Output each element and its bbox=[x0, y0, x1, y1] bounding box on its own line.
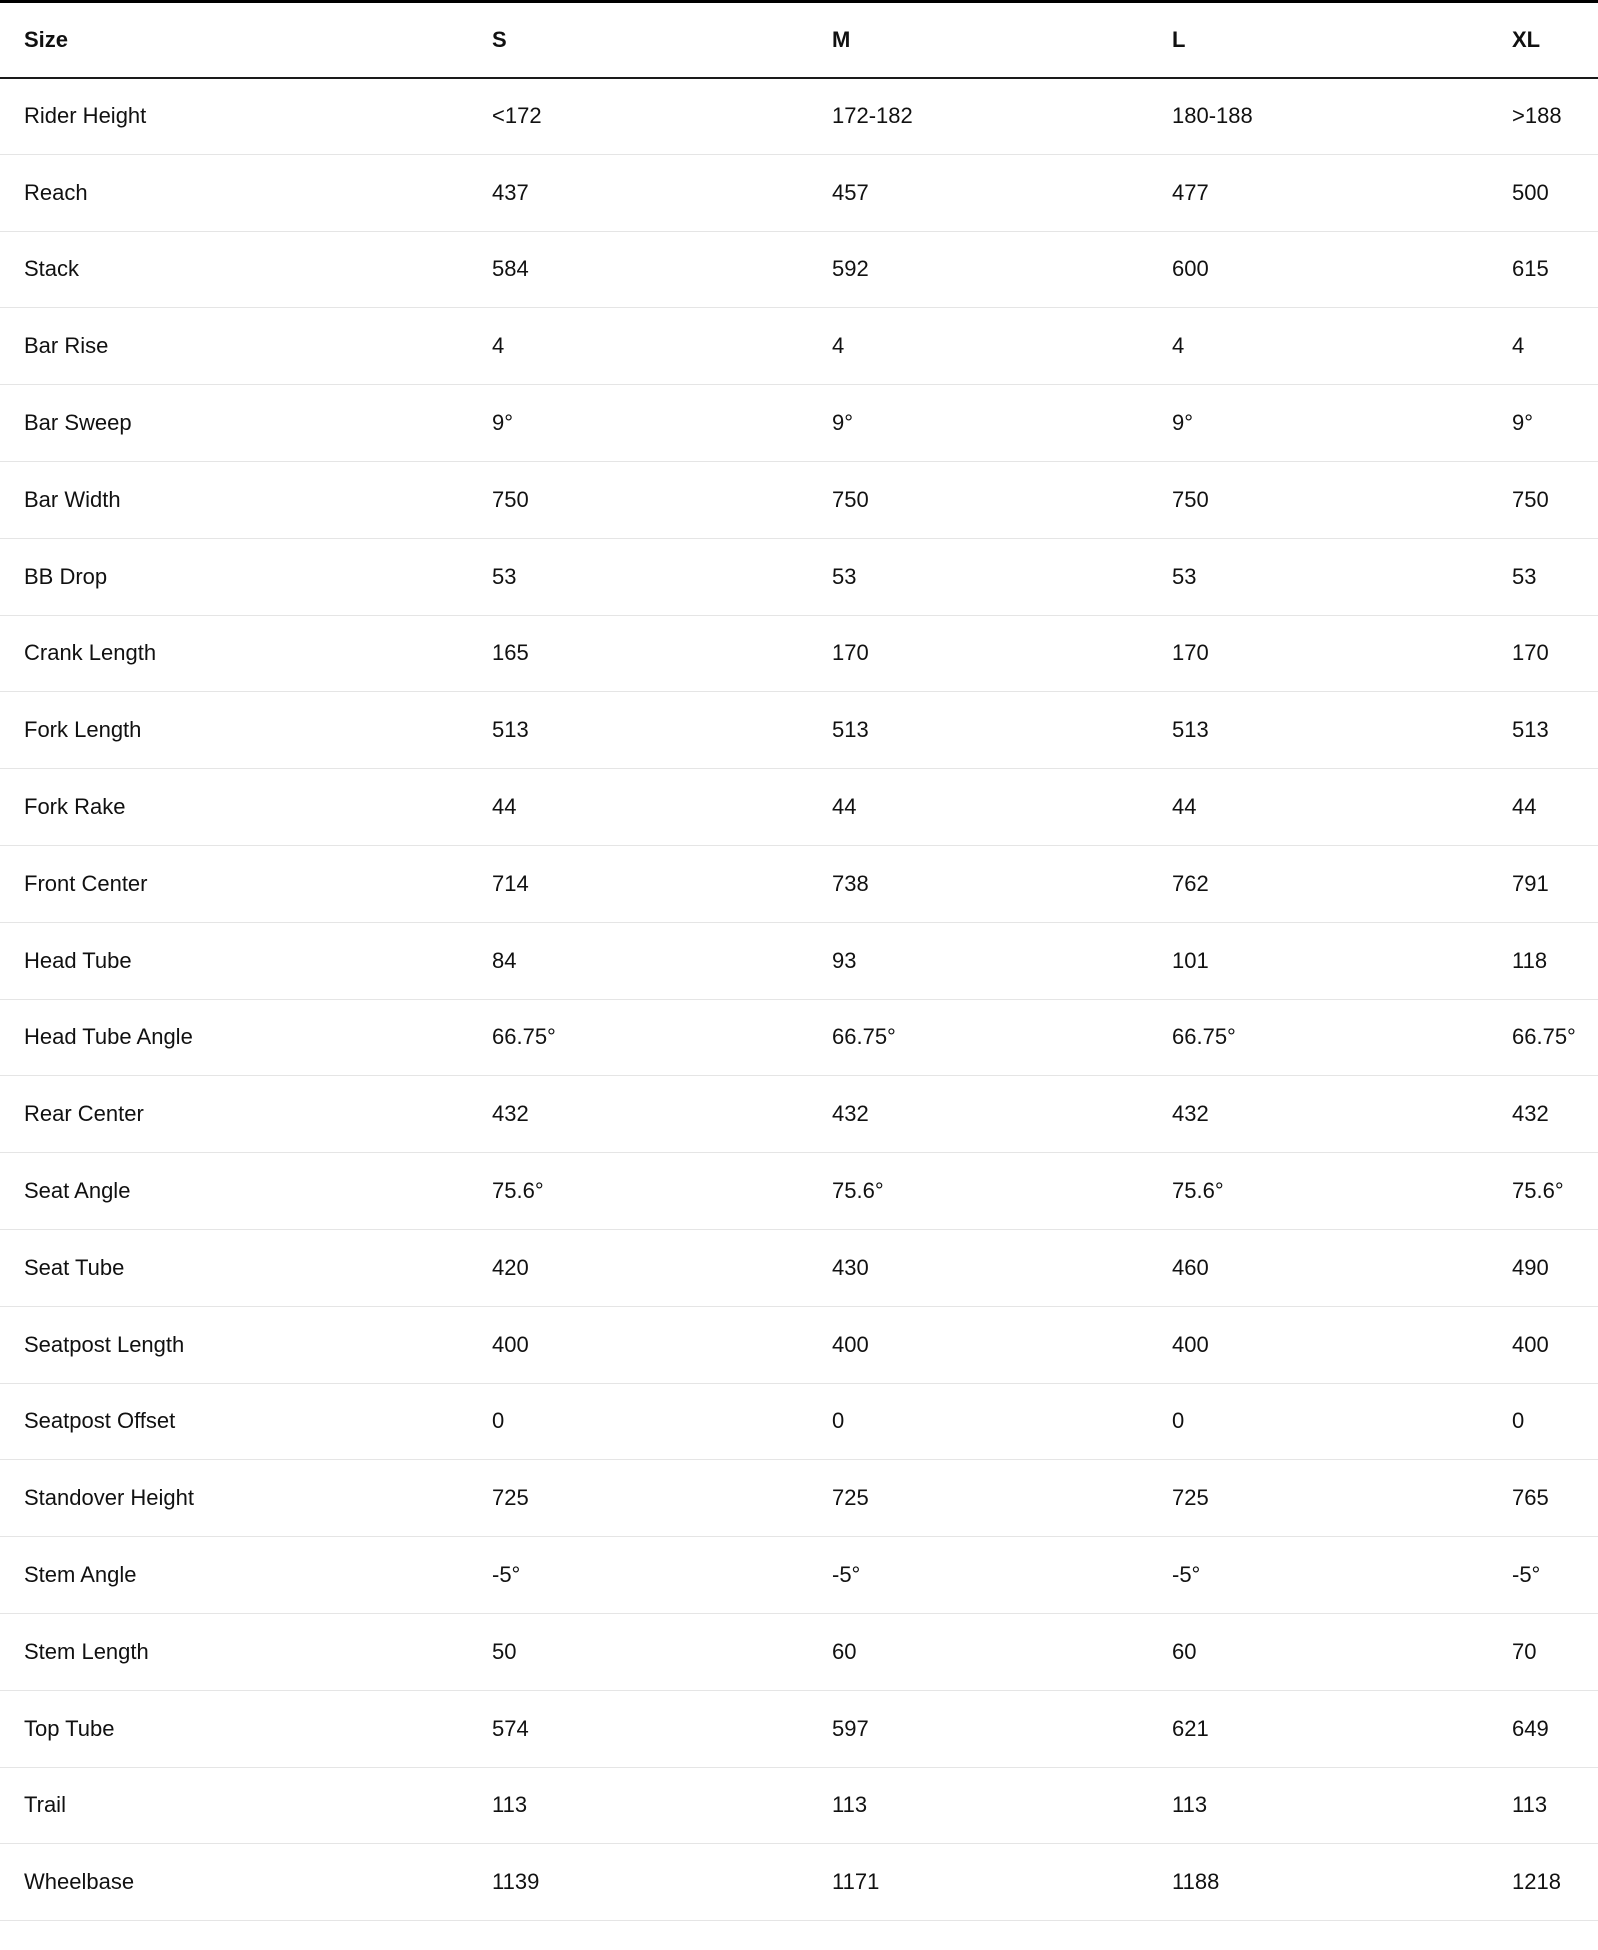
cell-m: 66.75° bbox=[808, 999, 1148, 1076]
cell-l: 762 bbox=[1148, 845, 1488, 922]
table-row-rear-center bbox=[0, 1076, 1598, 1153]
cell-xl: 0 bbox=[1488, 1383, 1598, 1460]
column-header-l: L bbox=[1148, 2, 1488, 78]
cell-s: 75.6° bbox=[468, 1153, 808, 1230]
cell-s: 50 bbox=[468, 1613, 808, 1690]
table-row-bar-rise bbox=[0, 308, 1598, 385]
table-row-crank-length bbox=[0, 615, 1598, 692]
row-label: Stack bbox=[0, 231, 468, 308]
cell-m: 432 bbox=[808, 1076, 1148, 1153]
row-label: Stem Angle bbox=[0, 1537, 468, 1614]
table-row-stem-length bbox=[0, 1613, 1598, 1690]
cell-xl: 490 bbox=[1488, 1229, 1598, 1306]
cell-l: 725 bbox=[1148, 1460, 1488, 1537]
cell-m: 9° bbox=[808, 385, 1148, 462]
table-row-wheelbase bbox=[0, 1844, 1598, 1921]
cell-s: <172 bbox=[468, 78, 808, 155]
cell-m: 400 bbox=[808, 1306, 1148, 1383]
row-label: Crank Length bbox=[0, 615, 468, 692]
row-label: BB Drop bbox=[0, 538, 468, 615]
table-row-bar-sweep bbox=[0, 385, 1598, 462]
column-header-s: S bbox=[468, 2, 808, 78]
cell-l: 180-188 bbox=[1148, 78, 1488, 155]
cell-s: 714 bbox=[468, 845, 808, 922]
cell-l: 621 bbox=[1148, 1690, 1488, 1767]
cell-l: 53 bbox=[1148, 538, 1488, 615]
table-row-bar-width bbox=[0, 461, 1598, 538]
cell-xl: >188 bbox=[1488, 78, 1598, 155]
row-label: Trail bbox=[0, 1767, 468, 1844]
cell-m: 0 bbox=[808, 1383, 1148, 1460]
table-row-fork-rake bbox=[0, 769, 1598, 846]
column-header-xl: XL bbox=[1488, 2, 1598, 78]
cell-m: 738 bbox=[808, 845, 1148, 922]
cell-s: -5° bbox=[468, 1537, 808, 1614]
cell-s: 420 bbox=[468, 1229, 808, 1306]
cell-xl: 615 bbox=[1488, 231, 1598, 308]
cell-xl: 118 bbox=[1488, 922, 1598, 999]
cell-xl: 4 bbox=[1488, 308, 1598, 385]
column-header-size: Size bbox=[0, 2, 468, 78]
cell-m: 170 bbox=[808, 615, 1148, 692]
row-label: Seatpost Length bbox=[0, 1306, 468, 1383]
row-label: Head Tube Angle bbox=[0, 999, 468, 1076]
cell-m: 75.6° bbox=[808, 1153, 1148, 1230]
row-label: Head Tube bbox=[0, 922, 468, 999]
table-row-stem-angle bbox=[0, 1537, 1598, 1614]
cell-l: 9° bbox=[1148, 385, 1488, 462]
cell-l: 60 bbox=[1148, 1613, 1488, 1690]
cell-xl: -5° bbox=[1488, 1537, 1598, 1614]
cell-s: 44 bbox=[468, 769, 808, 846]
table-body bbox=[0, 78, 1598, 1921]
table-row-seat-tube bbox=[0, 1229, 1598, 1306]
cell-s: 513 bbox=[468, 692, 808, 769]
cell-xl: 400 bbox=[1488, 1306, 1598, 1383]
cell-s: 84 bbox=[468, 922, 808, 999]
cell-s: 750 bbox=[468, 461, 808, 538]
cell-m: 1171 bbox=[808, 1844, 1148, 1921]
table-row-reach bbox=[0, 154, 1598, 231]
cell-l: -5° bbox=[1148, 1537, 1488, 1614]
cell-l: 113 bbox=[1148, 1767, 1488, 1844]
row-label: Rider Height bbox=[0, 78, 468, 155]
row-label: Fork Rake bbox=[0, 769, 468, 846]
cell-xl: 750 bbox=[1488, 461, 1598, 538]
cell-l: 513 bbox=[1148, 692, 1488, 769]
cell-s: 725 bbox=[468, 1460, 808, 1537]
cell-xl: 1218 bbox=[1488, 1844, 1598, 1921]
row-label: Reach bbox=[0, 154, 468, 231]
row-label: Bar Sweep bbox=[0, 385, 468, 462]
cell-l: 4 bbox=[1148, 308, 1488, 385]
cell-s: 437 bbox=[468, 154, 808, 231]
cell-m: 93 bbox=[808, 922, 1148, 999]
row-label: Rear Center bbox=[0, 1076, 468, 1153]
cell-m: 4 bbox=[808, 308, 1148, 385]
cell-s: 113 bbox=[468, 1767, 808, 1844]
cell-s: 432 bbox=[468, 1076, 808, 1153]
cell-xl: 113 bbox=[1488, 1767, 1598, 1844]
cell-m: 53 bbox=[808, 538, 1148, 615]
cell-l: 477 bbox=[1148, 154, 1488, 231]
table-row-fork-length bbox=[0, 692, 1598, 769]
cell-xl: 791 bbox=[1488, 845, 1598, 922]
cell-l: 101 bbox=[1148, 922, 1488, 999]
table-row-bb-drop bbox=[0, 538, 1598, 615]
cell-s: 66.75° bbox=[468, 999, 808, 1076]
row-label: Standover Height bbox=[0, 1460, 468, 1537]
cell-m: -5° bbox=[808, 1537, 1148, 1614]
cell-s: 584 bbox=[468, 231, 808, 308]
cell-s: 4 bbox=[468, 308, 808, 385]
cell-xl: 66.75° bbox=[1488, 999, 1598, 1076]
cell-xl: 500 bbox=[1488, 154, 1598, 231]
cell-l: 44 bbox=[1148, 769, 1488, 846]
cell-m: 60 bbox=[808, 1613, 1148, 1690]
table-row-seatpost-offset bbox=[0, 1383, 1598, 1460]
table-row-front-center bbox=[0, 845, 1598, 922]
column-header-m: M bbox=[808, 2, 1148, 78]
row-label: Seat Tube bbox=[0, 1229, 468, 1306]
table-row-seat-angle bbox=[0, 1153, 1598, 1230]
table-row-stack bbox=[0, 231, 1598, 308]
cell-m: 592 bbox=[808, 231, 1148, 308]
cell-s: 0 bbox=[468, 1383, 808, 1460]
cell-s: 9° bbox=[468, 385, 808, 462]
cell-l: 170 bbox=[1148, 615, 1488, 692]
table-row-rider-height bbox=[0, 78, 1598, 155]
cell-m: 44 bbox=[808, 769, 1148, 846]
table-row-head-tube-angle bbox=[0, 999, 1598, 1076]
cell-xl: 70 bbox=[1488, 1613, 1598, 1690]
row-label: Bar Rise bbox=[0, 308, 468, 385]
table-header bbox=[0, 2, 1598, 78]
table-row-head-tube bbox=[0, 922, 1598, 999]
cell-m: 457 bbox=[808, 154, 1148, 231]
table-row-top-tube bbox=[0, 1690, 1598, 1767]
row-label: Wheelbase bbox=[0, 1844, 468, 1921]
cell-s: 1139 bbox=[468, 1844, 808, 1921]
cell-s: 165 bbox=[468, 615, 808, 692]
cell-xl: 432 bbox=[1488, 1076, 1598, 1153]
table-header-row bbox=[0, 2, 1598, 78]
cell-l: 400 bbox=[1148, 1306, 1488, 1383]
cell-l: 432 bbox=[1148, 1076, 1488, 1153]
cell-m: 113 bbox=[808, 1767, 1148, 1844]
row-label: Stem Length bbox=[0, 1613, 468, 1690]
cell-l: 75.6° bbox=[1148, 1153, 1488, 1230]
cell-s: 53 bbox=[468, 538, 808, 615]
cell-xl: 765 bbox=[1488, 1460, 1598, 1537]
cell-m: 597 bbox=[808, 1690, 1148, 1767]
cell-l: 600 bbox=[1148, 231, 1488, 308]
cell-xl: 513 bbox=[1488, 692, 1598, 769]
cell-m: 430 bbox=[808, 1229, 1148, 1306]
cell-l: 66.75° bbox=[1148, 999, 1488, 1076]
cell-s: 574 bbox=[468, 1690, 808, 1767]
cell-xl: 170 bbox=[1488, 615, 1598, 692]
cell-xl: 9° bbox=[1488, 385, 1598, 462]
cell-l: 0 bbox=[1148, 1383, 1488, 1460]
table-row-standover-height bbox=[0, 1460, 1598, 1537]
cell-m: 513 bbox=[808, 692, 1148, 769]
row-label: Bar Width bbox=[0, 461, 468, 538]
row-label: Seatpost Offset bbox=[0, 1383, 468, 1460]
row-label: Front Center bbox=[0, 845, 468, 922]
table-row-trail bbox=[0, 1767, 1598, 1844]
cell-m: 725 bbox=[808, 1460, 1148, 1537]
cell-s: 400 bbox=[468, 1306, 808, 1383]
cell-xl: 649 bbox=[1488, 1690, 1598, 1767]
cell-l: 750 bbox=[1148, 461, 1488, 538]
cell-l: 1188 bbox=[1148, 1844, 1488, 1921]
row-label: Fork Length bbox=[0, 692, 468, 769]
table-row-seatpost-length bbox=[0, 1306, 1598, 1383]
cell-xl: 53 bbox=[1488, 538, 1598, 615]
row-label: Seat Angle bbox=[0, 1153, 468, 1230]
row-label: Top Tube bbox=[0, 1690, 468, 1767]
cell-xl: 44 bbox=[1488, 769, 1598, 846]
cell-l: 460 bbox=[1148, 1229, 1488, 1306]
cell-m: 750 bbox=[808, 461, 1148, 538]
cell-xl: 75.6° bbox=[1488, 1153, 1598, 1230]
cell-m: 172-182 bbox=[808, 78, 1148, 155]
